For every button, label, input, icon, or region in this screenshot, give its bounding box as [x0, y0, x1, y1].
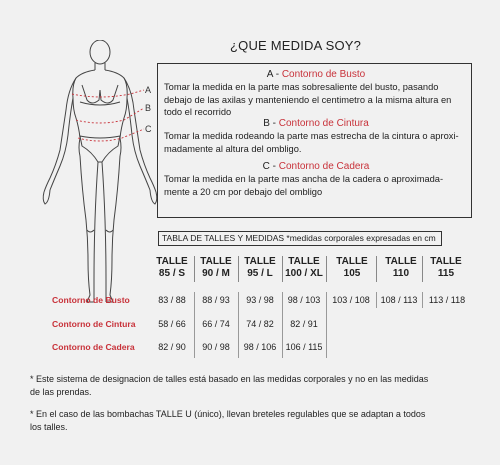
column-header-110: [379, 256, 423, 280]
table-cell: 108 / 113: [380, 295, 418, 305]
section-name: Contorno de Cintura: [278, 118, 369, 129]
column-header-line: TALLE: [336, 256, 368, 267]
column-header-line: TALLE: [156, 256, 188, 267]
measurement-instructions-box: [157, 63, 472, 218]
column-header-line: TALLE: [244, 256, 276, 267]
section-text: [164, 130, 468, 155]
table-cell: 98 / 106: [243, 342, 277, 352]
table-cell: 82 / 90: [158, 342, 186, 352]
table-cell: 74 / 82: [246, 319, 274, 329]
note-size-system: [30, 373, 470, 398]
text-line: madamente al altura del ombligo.: [164, 143, 302, 154]
table-cell: 98 / 103: [287, 295, 321, 305]
note-bombachas: [30, 408, 470, 433]
page-title: ¿QUE MEDIDA SOY?: [230, 38, 362, 53]
note-line: * Este sistema de designacion de talles está basado en las medidas corporales y no en las medidas: [30, 374, 429, 384]
column-header-line: TALLE: [430, 256, 462, 267]
text-line: mente a 20 cm por debajo del ombligo: [164, 186, 323, 197]
table-cell: 83 / 88: [158, 295, 186, 305]
text-line: todo el recorrido: [164, 107, 232, 117]
text-line: Tomar la medida en la parte mas sobresaliente del busto, pasando: [164, 82, 439, 92]
column-header-line: TALLE: [288, 256, 320, 267]
column-divider: [326, 292, 327, 358]
table-cell: 103 / 108: [332, 295, 370, 305]
column-header-105: [330, 256, 374, 280]
section-heading: [164, 69, 468, 80]
column-header-line: 115: [437, 268, 455, 279]
column-header-line: 95 / L: [247, 268, 273, 279]
section-cadera: [164, 161, 468, 198]
column-header-line: TALLE: [385, 256, 417, 267]
text-line: debajo de las axilas y manteniendo el centimetro a la misma altura en: [164, 94, 452, 105]
table-cell: 88 / 93: [202, 295, 230, 305]
column-divider: [326, 256, 327, 282]
note-line: * En el caso de las bombachas TALLE U (único), llevan breteles regulables que se adaptan a todos: [30, 409, 426, 419]
column-divider: [422, 256, 423, 282]
column-header-line: 100 / XL: [285, 268, 323, 279]
figure-letter-b: B: [145, 103, 152, 113]
table-caption: TABLA DE TALLES Y MEDIDAS *medidas corporales expresadas en cm: [158, 231, 442, 246]
section-cintura: [164, 118, 468, 155]
section-busto: [164, 69, 468, 119]
column-header-90: [194, 256, 238, 280]
column-header-100: [282, 256, 326, 280]
section-text: [164, 81, 468, 119]
section-prefix: B -: [263, 118, 279, 129]
column-header-95: [238, 256, 282, 280]
table-cell: 93 / 98: [246, 295, 274, 305]
column-header-line: 105: [343, 268, 361, 279]
text-line: Tomar la medida en la parte mas ancha de la cadera o aproximada-: [164, 174, 444, 184]
figure-letter-a: A: [145, 85, 152, 95]
note-line: los talles.: [30, 421, 68, 432]
column-header-115: [424, 256, 468, 280]
table-cell: 106 / 115: [285, 342, 323, 352]
row-label-cintura: Contorno de Cintura: [52, 319, 136, 329]
section-prefix: C -: [262, 161, 279, 172]
section-heading: [164, 118, 468, 129]
table-cell: 58 / 66: [158, 319, 186, 329]
section-name: Contorno de Cadera: [278, 161, 370, 172]
column-divider: [376, 256, 377, 282]
table-cell: 82 / 91: [290, 319, 318, 329]
row-label-cadera: Contorno de Cadera: [52, 342, 135, 352]
figure-letter-c: C: [145, 124, 152, 134]
column-header-line: 90 / M: [202, 268, 230, 279]
table-cell: 113 / 118: [428, 295, 466, 305]
column-header-line: 85 / S: [158, 268, 186, 279]
table-cell: 66 / 74: [202, 319, 230, 329]
column-header-line: TALLE: [200, 256, 232, 267]
section-text: [164, 173, 468, 198]
column-header-line: 110: [392, 268, 410, 279]
note-line: de las prendas.: [30, 386, 92, 397]
row-label-busto: Contorno de Busto: [52, 295, 130, 305]
column-divider: [422, 292, 423, 308]
text-line: Tomar la medida rodeando la parte mas estrecha de la cintura o aproxi-: [164, 131, 459, 141]
section-heading: [164, 161, 468, 172]
column-header-85: [150, 256, 194, 280]
section-prefix: A -: [266, 69, 282, 80]
table-cell: 90 / 98: [202, 342, 230, 352]
section-name: Contorno de Busto: [281, 69, 366, 80]
